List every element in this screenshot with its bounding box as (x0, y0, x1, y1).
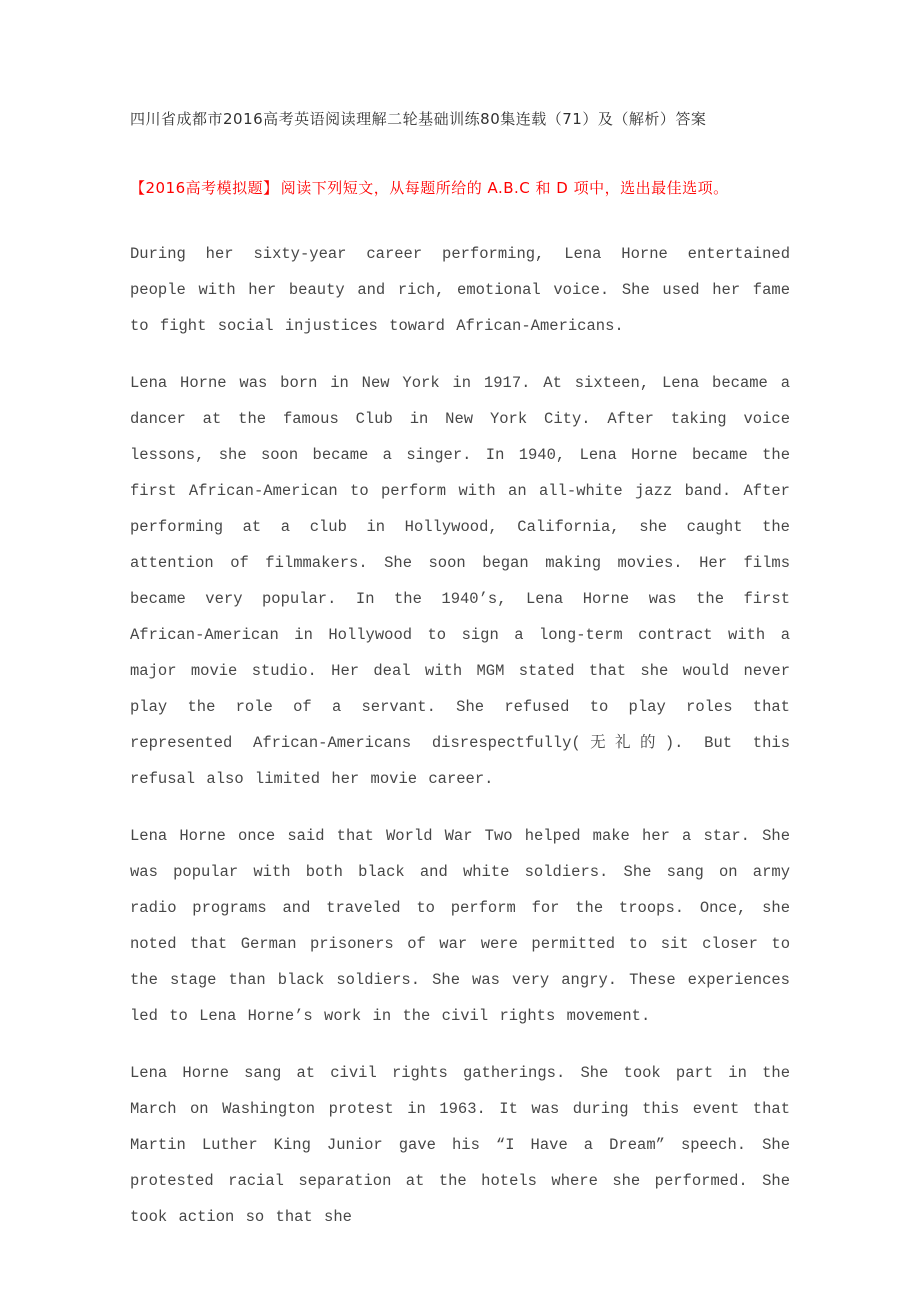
document-title: 四川省成都市2016高考英语阅读理解二轮基础训练80集连载（71）及（解析）答案 (130, 110, 707, 128)
passage-paragraph-2: Lena Horne was born in New York in 1917. At sixteen, Lena became a dancer at the famous Club in New York City. After taking voice lessons, she soon became a singer. In 1940, Lena Horne became the first African-American to perform with an all-white jazz band. After performing at a club in Hollywood, California, she caught the attention of filmmakers. She soon began making movies. Her films became very popular. In the 1940’s, Lena Horne was the first African-American in Hollywood to sign a long-term contract with a major movie studio. Her deal with MGM stated that she would never play the role of a servant. She refused to play roles that represented African-Americans disrespectfully(无礼的). But this refusal also limited her movie career. (130, 374, 790, 788)
reading-passage (130, 236, 790, 1235)
exam-instruction-text: 阅读下列短文，从每题所给的 A.B.C 和 D 项中，选出最佳选项。 (280, 179, 729, 197)
passage-paragraph-4: Lena Horne sang at civil rights gatherings. She took part in the March on Washington protest in 1963. It was during this event that Martin Luther King Junior gave his “I Have a Dream” speech. She protested racial separation at the hotels where she performed. She took action so that she (130, 1064, 790, 1226)
passage-paragraph-1: During her sixty-year career performing, Lena Horne entertained people with her beauty and rich, emotional voice. She used her fame to fight social injustices toward African-Americans. (130, 245, 790, 335)
exam-instruction-line (130, 177, 790, 198)
exam-instruction-tag: 【2016高考模拟题】 (130, 179, 279, 197)
passage-paragraph-3: Lena Horne once said that World War Two helped make her a star. She was popular with both black and white soldiers. She sang on army radio programs and traveled to perform for the troops. Once, she noted that German prisoners of war were permitted to sit closer to the stage than black soldiers. She was very angry. These experiences led to Lena Horne’s work in the civil rights movement. (130, 827, 790, 1025)
